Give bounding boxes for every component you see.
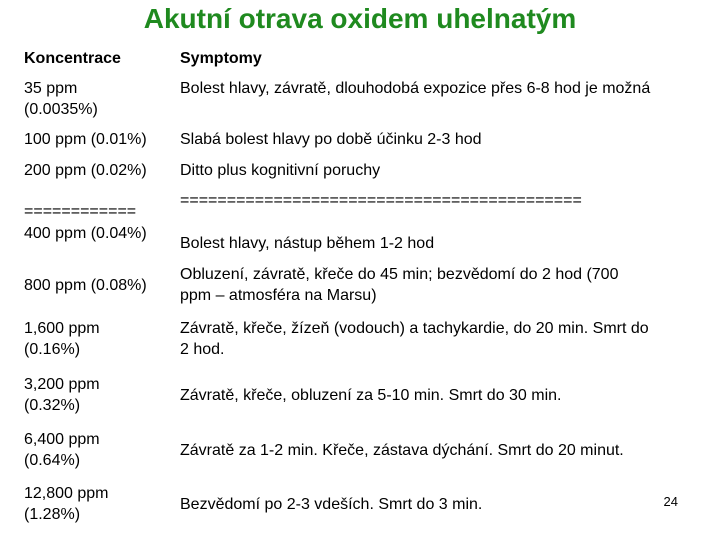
concentration-cell: 12,800 ppm (1.28%) — [24, 485, 109, 523]
page-number: 24 — [663, 494, 678, 509]
concentration-cell: 35 ppm (0.0035%) — [24, 80, 98, 118]
symptom-cell: Bezvědomí po 2-3 vdeších. Smrt do 3 min. — [180, 496, 483, 513]
separator-left: ============ — [24, 203, 137, 220]
concentration-cell: 6,400 ppm (0.64%) — [24, 431, 100, 469]
symptom-cell: Obluzení, závratě, křeče do 45 min; bezvědomí do 2 hod (700 ppm – atmosféra na Marsu) — [180, 266, 619, 304]
symptom-cell: Závratě, křeče, obluzení za 5-10 min. Smrt do 30 min. — [180, 387, 562, 404]
symptom-cell: Slabá bolest hlavy po době účinku 2-3 hod — [180, 131, 482, 148]
slide-title: Akutní otrava oxidem uhelnatým — [143, 3, 577, 34]
symptom-cell: Závratě za 1-2 min. Křeče, zástava dýchání. Smrt do 20 minut. — [180, 442, 624, 459]
symptom-cell: Bolest hlavy, závratě, dlouhodobá expozice přes 6-8 hod je možná — [180, 80, 651, 97]
concentration-cell: 400 ppm (0.04%) — [24, 225, 147, 242]
concentration-cell: 3,200 ppm (0.32%) — [24, 376, 100, 414]
concentration-cell: 800 ppm (0.08%) — [24, 277, 147, 294]
concentration-cell: 100 ppm (0.01%) — [24, 131, 147, 148]
separator-right: =========================================== — [180, 192, 582, 209]
symptom-cell: Bolest hlavy, nástup během 1-2 hod — [180, 235, 435, 252]
symptom-cell: Závratě, křeče, žízeň (vodouch) a tachykardie, do 20 min. Smrt do 2 hod. — [180, 320, 649, 358]
header-symptoms: Symptomy — [180, 50, 262, 67]
concentration-cell: 1,600 ppm (0.16%) — [24, 320, 100, 358]
header-concentration: Koncentrace — [24, 50, 121, 67]
symptom-cell: Ditto plus kognitivní poruchy — [180, 162, 381, 179]
concentration-cell: 200 ppm (0.02%) — [24, 162, 147, 179]
